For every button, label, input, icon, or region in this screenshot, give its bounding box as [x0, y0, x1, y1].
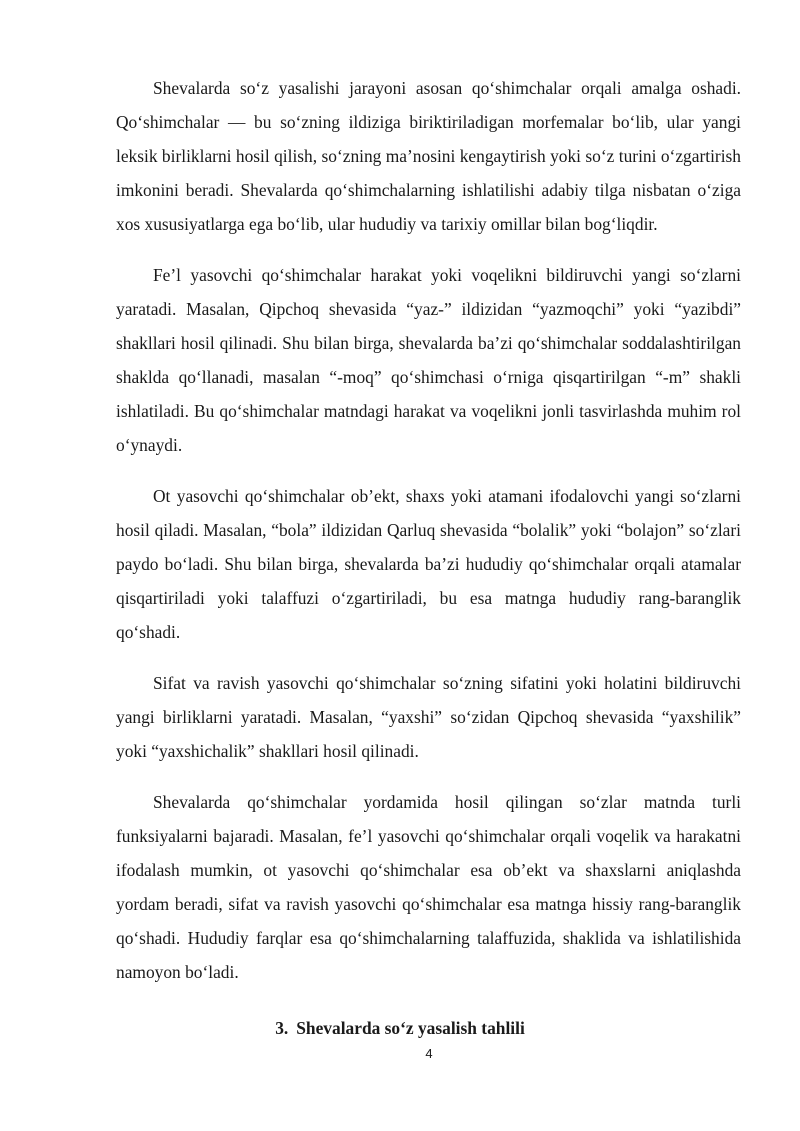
document-body — [116, 71, 741, 1006]
section-heading — [0, 1016, 800, 1040]
paragraph-4: Sifat va ravish yasovchi qo‘shimchalar so‘zning sifatini yoki holatini bildiruvchi yangi birliklarni yaratadi. Masalan, “yaxshi” so‘zidan Qipchoq shevasida “yaxshilik” yoki “yaxshichalik” shakllari hosil qilinadi. — [116, 673, 741, 761]
paragraph-3: Ot yasovchi qo‘shimchalar ob’ekt, shaxs yoki atamani ifodalovchi yangi so‘zlarni hosil qiladi. Masalan, “bola” ildizidan Qarluq shevasida “bolalik” yoki “bolajon” so‘zlari paydo bo‘ladi. Shu bilan birga, shevalarda ba’zi hududiy qo‘shimchalar orqali atamalar qisqartiriladi yoki talaffuzi o‘zgartiriladi, bu esa matnga hududiy rang-baranglik qo‘shadi. — [116, 486, 741, 642]
paragraph-5: Shevalarda qo‘shimchalar yordamida hosil qilingan so‘zlar matnda turli funksiyalarni bajaradi. Masalan, fe’l yasovchi qo‘shimchalar orqali voqelik va harakatni ifodalash mumkin, ot yasovchi qo‘shimchalar esa ob’ekt va shaxslarni aniqlashda yordam beradi, sifat va ravish yasovchi qo‘shimchalar esa matnga hissiy rang-baranglik qo‘shadi. Hududiy farqlar esa qo‘shimchalarning talaffuzida, shaklida va ishlatilishida namoyon bo‘ladi. — [116, 792, 741, 982]
page-number: 4 — [425, 1046, 433, 1061]
section-number: 3. — [275, 1018, 289, 1038]
paragraph-1: Shevalarda so‘z yasalishi jarayoni asosan qo‘shimchalar orqali amalga oshadi. Qo‘shimchalar — bu so‘zning ildiziga biriktiriladigan morfemalar bo‘lib, ular yangi leksik birliklarni hosil qilish, so‘zning ma’nosini kengaytirish yoki so‘z turini o‘zgartirish imkonini beradi. Shevalarda qo‘shimchalarning ishlatilishi adabiy tilga nisbatan o‘ziga xos xususiyatlarga ega bo‘lib, ular hududiy va tarixiy omillar bilan bog‘liqdir. — [116, 78, 741, 234]
paragraph-2: Fe’l yasovchi qo‘shimchalar harakat yoki voqelikni bildiruvchi yangi so‘zlarni yaratadi. Masalan, Qipchoq shevasida “yaz-” ildizidan “yazmoqchi” yoki “yazibdi” shakllari hosil qilinadi. Shu bilan birga, shevalarda ba’zi qo‘shimchalar soddalashtirilgan shaklda qo‘llanadi, masalan “-moq” qo‘shimchasi o‘rniga qisqartirilgan “-m” shakli ishlatiladi. Bu qo‘shimchalar matndagi harakat va voqelikni jonli tasvirlashda muhim rol o‘ynaydi. — [116, 265, 741, 455]
section-title: Shevalarda so‘z yasalish tahlili — [296, 1018, 525, 1038]
